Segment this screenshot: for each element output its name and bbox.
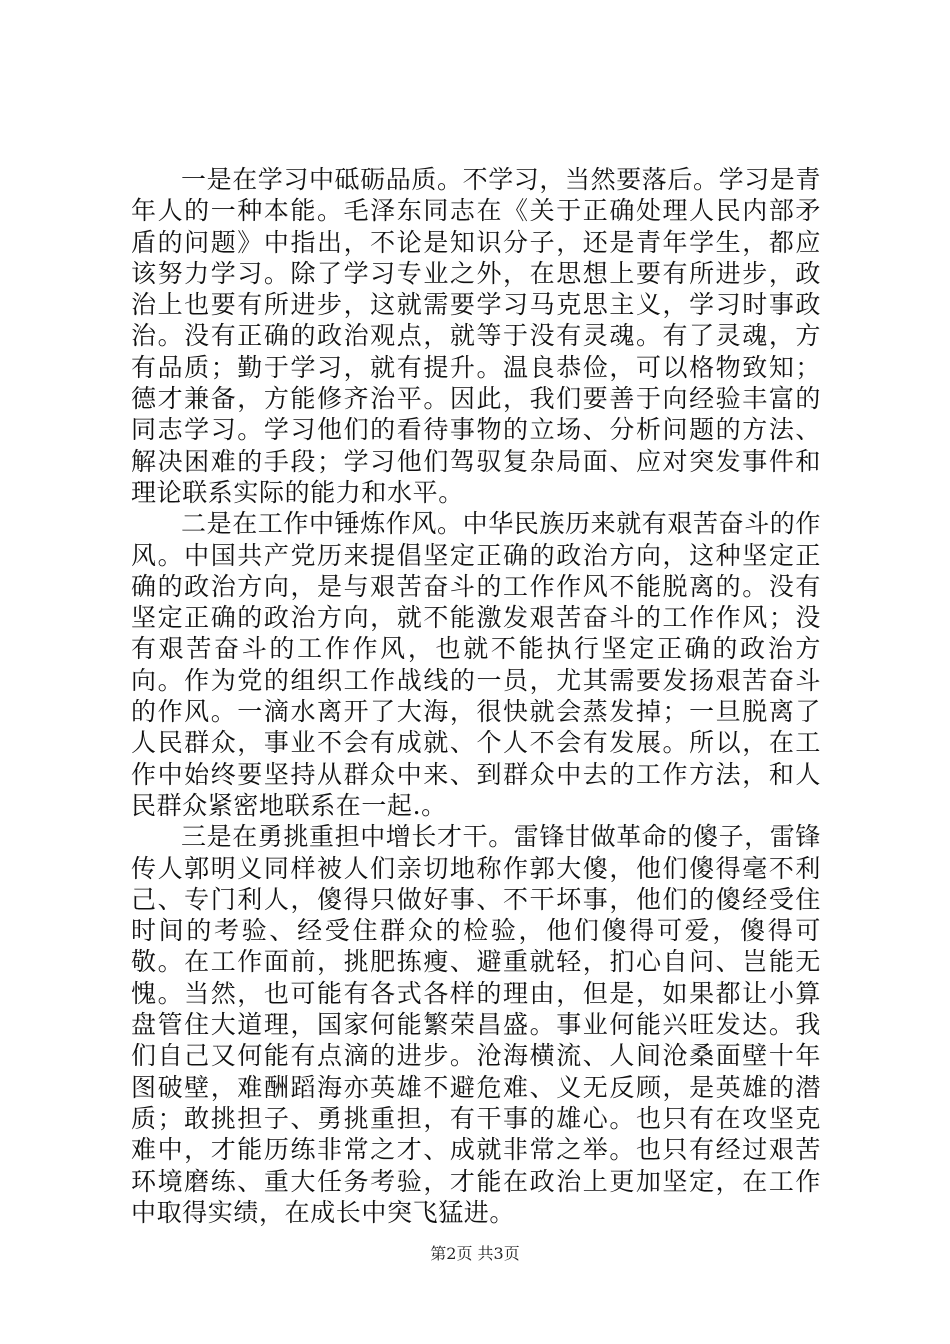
paragraph-responsibility: 三是在勇挑重担中增长才干。雷锋甘做革命的傻子，雷锋传人郭明义同样被人们亲切地称作郭大傻，他们傻得毫不利己、专门利人，傻得只做好事、不干坏事，他们的傻经受住时间的考验、经受住群众的检验，他们傻得可爱，傻得可敬。在工作面前，挑肥拣瘦、避重就轻，扪心自问、岂能无愧。当然，也可能有各式各样的理由，但是，如果都让小算盘管住大道理，国家何能繁荣昌盛。事业何能兴旺发达。我们自己又何能有点滴的进步。沧海横流、人间沧桑面壁十年图破壁，难酬蹈海亦英雄不避危难、义无反顾，是英雄的潜质；敢挑担子、勇挑重担，有干事的雄心。也只有在攻坚克难中，才能历练非常之才、成就非常之举。也只有经过艰苦环境磨练、重大任务考验，才能在政治上更加坚定，在工作中取得实绩，在成长中突飞猛进。 (131, 822, 822, 1227)
paragraph-work-style: 二是在工作中锤炼作风。中华民族历来就有艰苦奋斗的作风。中国共产党历来提倡坚定正确的政治方向，这种坚定正确的政治方向，是与艰苦奋斗的工作作风不能脱离的。没有坚定正确的政治方向，就不能激发艰苦奋斗的工作作风；没有艰苦奋斗的工作作风，也就不能执行坚定正确的政治方向。作为党的组织工作战线的一员，尤其需要发扬艰苦奋斗的作风。一滴水离开了大海，很快就会蒸发掉；一旦脱离了人民群众，事业不会有成就、个人不会有发展。所以，在工作中始终要坚持从群众中来、到群众中去的工作方法，和人民群众紧密地联系在一起.。 (131, 509, 822, 820)
page-number-footer: 第2页 共3页 (430, 1244, 520, 1263)
document-body (131, 164, 821, 1228)
paragraph-study: 一是在学习中砥砺品质。不学习，当然要落后。学习是青年人的一种本能。毛泽东同志在《关于正确处理人民内部矛盾的问题》中指出，不论是知识分子，还是青年学生，都应该努力学习。除了学习专业之外，在思想上要有所进步，政治上也要有所进步，这就需要学习马克思主义，学习时事政治。没有正确的政治观点，就等于没有灵魂。有了灵魂，方有品质；勤于学习，就有提升。温良恭俭，可以格物致知；德才兼备，方能修齐治平。因此，我们要善于向经验丰富的同志学习。学习他们的看待事物的立场、分析问题的方法、解决困难的手段；学习他们驾驭复杂局面、应对突发事件和理论联系实际的能力和水平。 (131, 165, 822, 507)
